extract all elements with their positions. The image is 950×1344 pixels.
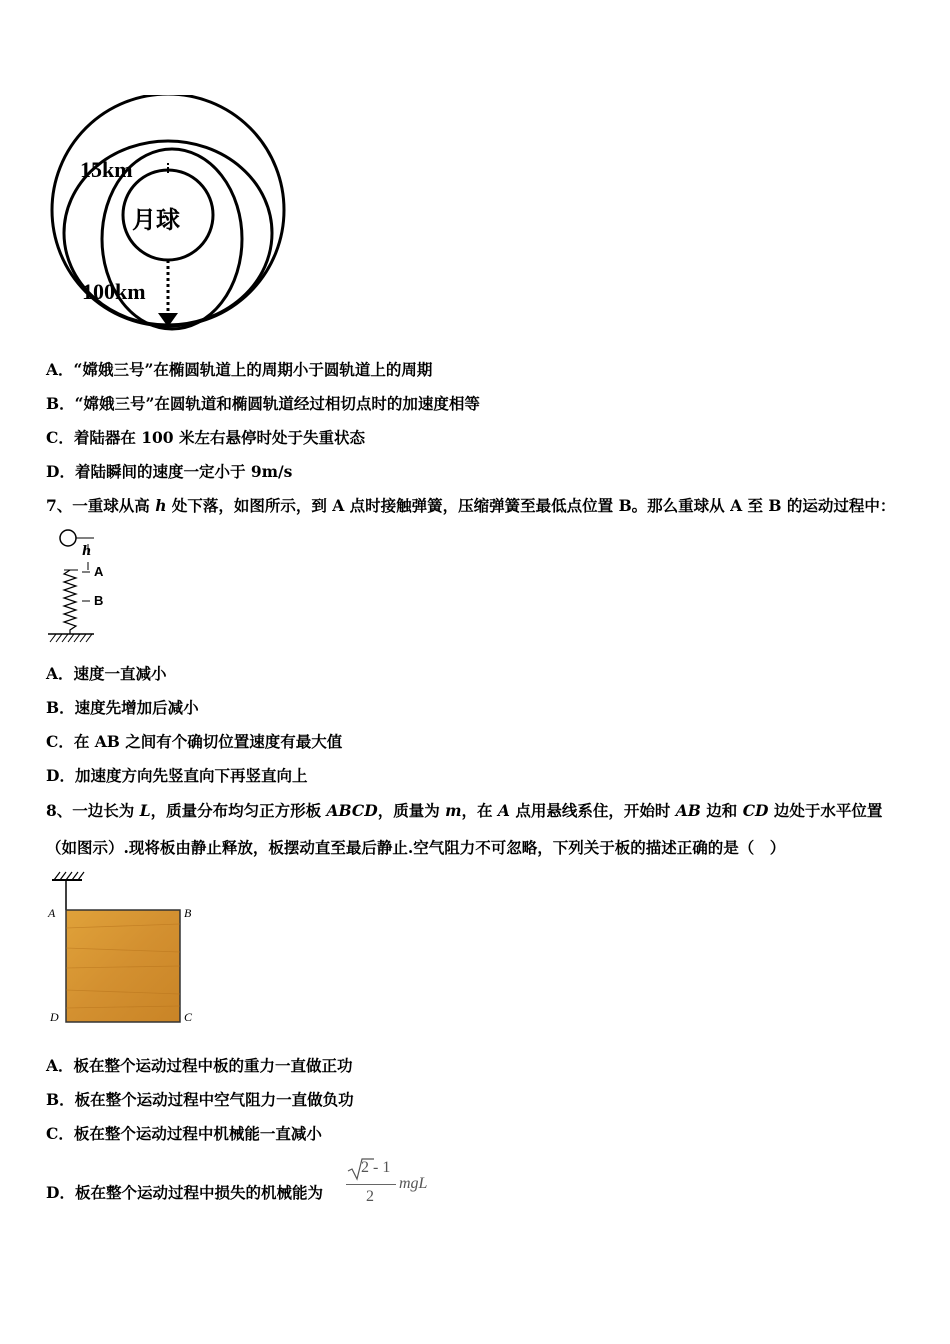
q8-stem-line1: 8、一边长为 L，质量分布均匀正方形板 ABCD，质量为 m，在 A 点用悬线系住，开始时 AB 边和 CD 边处于水平位置 xyxy=(46,801,883,820)
moon-label: 月球 xyxy=(132,206,180,234)
q6-option-b: B．“嫦娥三号”在圆轨道和椭圆轨道经过相切点时的加速度相等 xyxy=(46,394,480,413)
spring-label-h: h xyxy=(82,544,92,559)
board-label-d: D xyxy=(50,1010,59,1024)
q8-stem-line2: （如图示）.现将板由静止释放，板摆动直至最后静止.空气阻力不可忽略，下列关于板的描述正确的是（ ） xyxy=(46,838,786,857)
spring-figure xyxy=(44,526,114,646)
orbit-100km-label: 100km xyxy=(82,279,146,304)
q6-option-a: A．“嫦娥三号”在椭圆轨道上的周期小于圆轨道上的周期 xyxy=(46,360,433,379)
q7-option-b: B．速度先增加后减小 xyxy=(46,698,199,717)
q8-option-c: C．板在整个运动过程中机械能一直减小 xyxy=(46,1124,322,1143)
board-label-b: B xyxy=(184,906,192,920)
q6-option-c: C．着陆器在 100 米左右悬停时处于失重状态 xyxy=(46,428,365,447)
spring-diagram xyxy=(44,526,114,646)
fraction-denominator: 2 xyxy=(366,1188,374,1205)
spring-label-b: B xyxy=(94,593,104,608)
board-label-c: C xyxy=(184,1010,193,1024)
ball xyxy=(60,530,76,546)
formula-mgl: mgL xyxy=(399,1175,428,1192)
board-diagram xyxy=(44,868,204,1030)
energy-loss-formula xyxy=(344,1155,454,1213)
q8-option-a: A．板在整个运动过程中板的重力一直做正功 xyxy=(46,1056,353,1075)
board-label-a: A xyxy=(48,906,56,920)
spring-label-a: A xyxy=(94,564,104,579)
q7-stem: 7、一重球从高 h 处下落，如图所示，到 A 点时接触弹簧，压缩弹簧至最低点位置 B。那么重球从 A 至 B 的运动过程中： xyxy=(46,496,896,515)
q7-option-c: C．在 AB 之间有个确切位置速度有最大值 xyxy=(46,732,343,751)
orbit-figure xyxy=(40,95,300,340)
q8-option-b: B．板在整个运动过程中空气阻力一直做负功 xyxy=(46,1090,354,1109)
q7-option-d: D．加速度方向先竖直向下再竖直向上 xyxy=(46,766,308,785)
spring xyxy=(64,570,76,634)
q8-option-d: D．板在整个运动过程中损失的机械能为 xyxy=(46,1183,323,1202)
q6-option-d: D．着陆瞬间的速度一定小于 9m/s xyxy=(46,462,293,481)
fraction-numerator: 2 - 1 xyxy=(361,1159,391,1176)
board-figure xyxy=(44,868,204,1030)
orbit-15km-label: 15km xyxy=(80,157,133,182)
fraction-bar xyxy=(346,1184,396,1185)
q7-option-a: A．速度一直减小 xyxy=(46,664,167,683)
